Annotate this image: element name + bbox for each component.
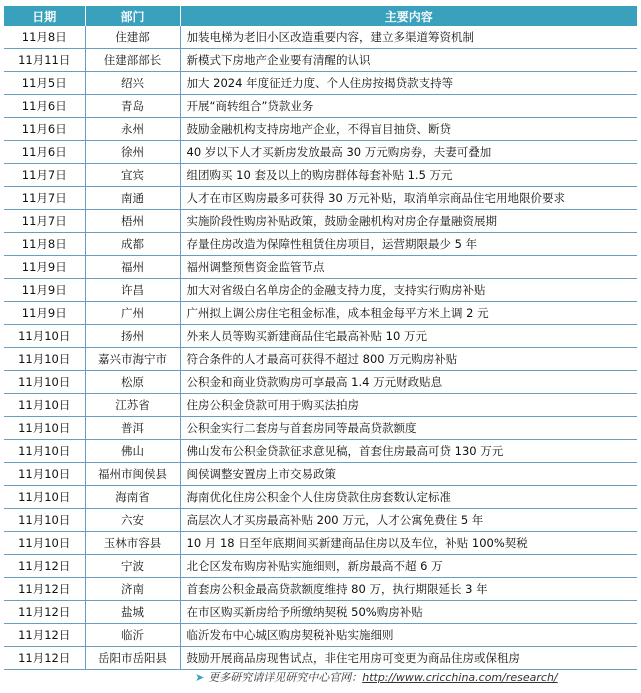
cell-date: 11月10日 [4,532,85,555]
cell-dept: 福州 [85,256,180,279]
cell-content: 福州调整预售资金监管节点 [180,256,637,279]
cell-dept: 南通 [85,187,180,210]
cell-date: 11月5日 [4,72,85,95]
cell-dept: 江苏省 [85,394,180,417]
cell-dept: 扬州 [85,325,180,348]
table-row [4,325,637,348]
policy-table [4,6,637,670]
cell-date: 11月6日 [4,95,85,118]
cell-date: 11月9日 [4,279,85,302]
cell-dept: 玉林市容县 [85,532,180,555]
cell-date: 11月11日 [4,49,85,72]
cell-date: 11月10日 [4,463,85,486]
cell-date: 11月9日 [4,256,85,279]
cell-dept: 许昌 [85,279,180,302]
table-row [4,49,637,72]
cell-content: 闽侯调整安置房上市交易政策 [180,463,637,486]
cell-content: 鼓励开展商品房现售试点，非住宅用房可变更为商品住房或保租房 [180,647,637,670]
footer-prefix: 更多研究请详见研究中心官网： [208,671,363,684]
cell-content: 在市区购买新房给予所缴纳契税 50%购房补贴 [180,601,637,624]
cell-dept: 住建部部长 [85,49,180,72]
cell-content: 加大对省级白名单房企的金融支持力度，支持实行购房补贴 [180,279,637,302]
table-row [4,532,637,555]
table-row [4,578,637,601]
cell-date: 11月9日 [4,302,85,325]
cell-dept: 宁波 [85,555,180,578]
cell-content: 鼓励金融机构支持房地产企业，不得盲目抽贷、断贷 [180,118,637,141]
cell-dept: 嘉兴市海宁市 [85,348,180,371]
table-row [4,164,637,187]
cell-content: 加大 2024 年度征迁力度、个人住房按揭贷款支持等 [180,72,637,95]
cell-date: 11月10日 [4,394,85,417]
cell-dept: 盐城 [85,601,180,624]
cell-content: 临沂发布中心城区购房契税补贴实施细则 [180,624,637,647]
cell-date: 11月12日 [4,555,85,578]
cell-date: 11月10日 [4,348,85,371]
table-row [4,371,637,394]
cell-dept: 济南 [85,578,180,601]
footer-note [195,669,558,685]
cell-dept: 海南省 [85,486,180,509]
cell-date: 11月10日 [4,417,85,440]
table-row [4,555,637,578]
cell-date: 11月10日 [4,486,85,509]
cell-dept: 岳阳市岳阳县 [85,647,180,670]
cell-content: 加装电梯为老旧小区改造重要内容，建立多渠道筹资机制 [180,26,637,49]
table-row [4,509,637,532]
cell-date: 11月10日 [4,509,85,532]
table-row [4,348,637,371]
cell-date: 11月12日 [4,601,85,624]
cell-content: 海南优化住房公积金个人住房贷款住房套数认定标准 [180,486,637,509]
cell-date: 11月10日 [4,371,85,394]
cell-date: 11月10日 [4,325,85,348]
footer-link[interactable]: http://www.cricchina.com/research/ [362,671,558,684]
cell-content: 北仑区发布购房补贴实施细则，新房最高不超 6 万 [180,555,637,578]
table-row [4,26,637,49]
table-row [4,187,637,210]
cell-dept: 成都 [85,233,180,256]
table-row [4,417,637,440]
table-row [4,486,637,509]
cell-content: 外来人员等购买新建商品住宅最高补贴 10 万元 [180,325,637,348]
cell-content: 首套房公积金最高贷款额度维持 80 万，执行期限延长 3 年 [180,578,637,601]
cell-date: 11月12日 [4,624,85,647]
cell-date: 11月7日 [4,187,85,210]
cell-content: 10 月 18 日至年底期间买新建商品住房以及车位，补贴 100%契税 [180,532,637,555]
cell-content: 高层次人才买房最高补贴 200 万元，人才公寓免费住 5 年 [180,509,637,532]
cell-date: 11月7日 [4,164,85,187]
header-content: 主要内容 [180,6,637,26]
cell-dept: 松原 [85,371,180,394]
cell-dept: 普洱 [85,417,180,440]
cell-dept: 住建部 [85,26,180,49]
table-row [4,624,637,647]
cell-content: 广州拟上调公房住宅租金标准，成本租金每平方米上调 2 元 [180,302,637,325]
cell-date: 11月8日 [4,26,85,49]
table-row [4,233,637,256]
table-row [4,647,637,670]
cell-content: 实施阶段性购房补贴政策，鼓励金融机构对房企存量融资展期 [180,210,637,233]
cell-date: 11月8日 [4,233,85,256]
cell-content: 人才在市区购房最多可获得 30 万元补贴，取消单宗商品住宅用地限价要求 [180,187,637,210]
table-row [4,118,637,141]
header-dept: 部门 [85,6,180,26]
cell-dept: 永州 [85,118,180,141]
cell-content: 住房公积金贷款可用于购买法拍房 [180,394,637,417]
cell-dept: 佛山 [85,440,180,463]
cell-date: 11月6日 [4,118,85,141]
cell-dept: 广州 [85,302,180,325]
table-row [4,394,637,417]
table-body [4,26,637,670]
table-row [4,210,637,233]
cell-dept: 宜宾 [85,164,180,187]
cell-content: 40 岁以下人才买新房发放最高 30 万元购房券，夫妻可叠加 [180,141,637,164]
cell-dept: 六安 [85,509,180,532]
cell-content: 存量住房改造为保障性租赁住房项目，运营期限最少 5 年 [180,233,637,256]
table-row [4,256,637,279]
cell-date: 11月6日 [4,141,85,164]
cell-date: 11月12日 [4,578,85,601]
table-row [4,440,637,463]
table-row [4,141,637,164]
cell-content: 公积金实行二套房与首套房同等最高贷款额度 [180,417,637,440]
cell-date: 11月10日 [4,440,85,463]
table-row [4,302,637,325]
cell-dept: 青岛 [85,95,180,118]
cell-dept: 梧州 [85,210,180,233]
cell-dept: 福州市闽侯县 [85,463,180,486]
cell-dept: 绍兴 [85,72,180,95]
cell-dept: 临沂 [85,624,180,647]
cell-content: 新模式下房地产企业要有清醒的认识 [180,49,637,72]
table-row [4,463,637,486]
cell-content: 组团购买 10 套及以上的购房群体每套补贴 1.5 万元 [180,164,637,187]
table-row [4,72,637,95]
table-row [4,95,637,118]
table-header-row [4,6,637,26]
header-date: 日期 [4,6,85,26]
cell-date: 11月7日 [4,210,85,233]
cell-date: 11月12日 [4,647,85,670]
table-row [4,601,637,624]
table-row [4,279,637,302]
cell-content: 符合条件的人才最高可获得不超过 800 万元购房补贴 [180,348,637,371]
arrow-icon: ➤ [195,671,205,684]
cell-content: 公积金和商业贷款购房可享最高 1.4 万元财政贴息 [180,371,637,394]
cell-content: 佛山发布公积金贷款征求意见稿，首套住房最高可贷 130 万元 [180,440,637,463]
cell-dept: 徐州 [85,141,180,164]
cell-content: 开展“商转组合”贷款业务 [180,95,637,118]
